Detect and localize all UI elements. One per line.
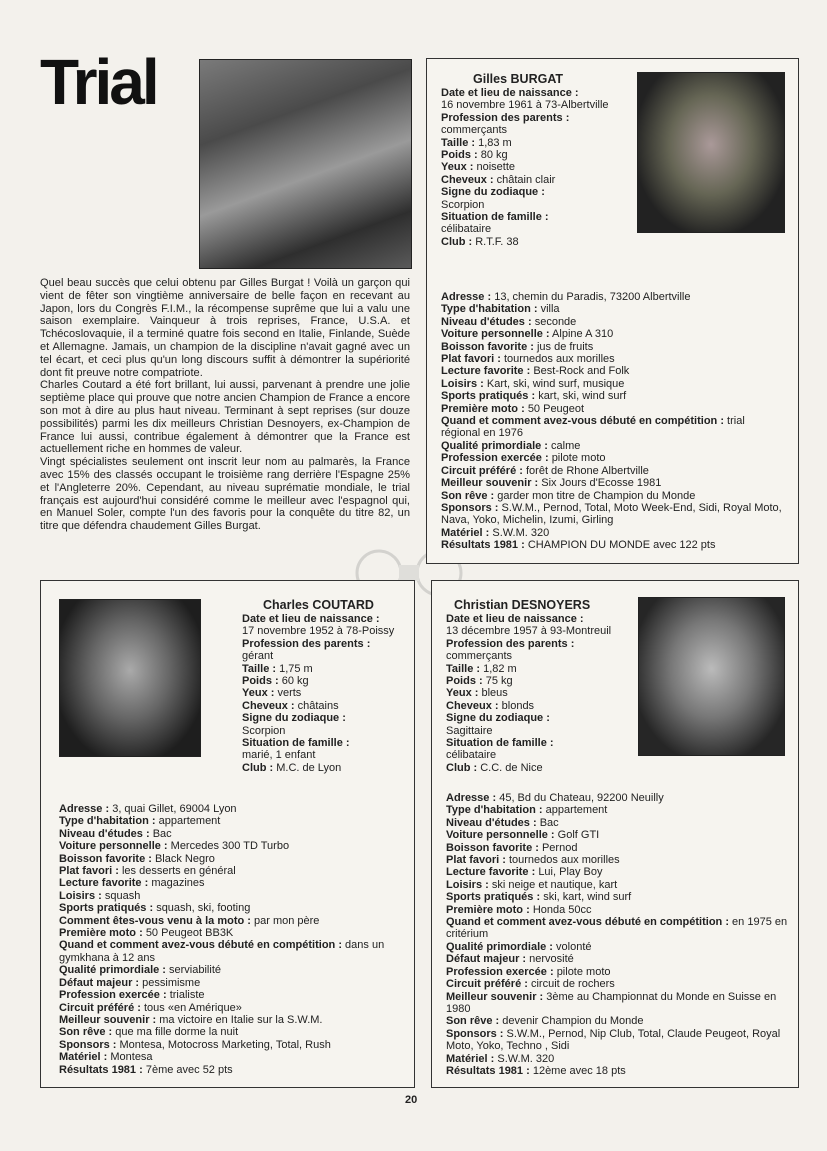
detail-label: Profession exercée : [441,452,549,465]
rider-card-desnoyers [431,580,799,1088]
intro-text [40,277,410,533]
detail-label: Profession des parents : [242,637,371,650]
detail-value: 16 novembre 1961 à 73-Albertville [441,99,609,112]
detail-row [441,316,786,328]
detail-value: Kart, ski, wind surf, musique [486,377,625,390]
detail-value: 7ème avec 52 pts [145,1063,233,1076]
detail-value: les desserts en général [121,865,236,878]
detail-value: verts [277,687,302,700]
detail-row [59,939,404,964]
detail-row [446,638,621,663]
detail-value: tous «en Amérique» [143,1001,242,1014]
detail-row [446,978,791,990]
detail-label: Cheveux : [446,699,499,712]
detail-label: Qualité primordiale : [441,439,548,452]
detail-row [446,1015,791,1027]
rider-details-top [441,87,621,248]
detail-value: Montesa, Motocross Marketing, Total, Rush [119,1038,331,1051]
detail-row [59,803,404,815]
detail-label: Taille : [446,662,481,675]
detail-value: Black Negro [154,852,215,865]
detail-row [446,991,791,1016]
detail-label: Cheveux : [242,699,295,712]
detail-label: Matériel : [441,526,490,539]
detail-row [242,675,402,687]
intro-paragraph: Quel beau succès que celui obtenu par Gilles Burgat ! Voilà un garçon qui vient de fêter son vingtième anniversaire de belle façon en recevant au Japon, lors du Congrès F.I.M., la récompense suprême que lui a valu une saison exemplaire. Vainqueur à trois reprises, France, U.S.A. et Tchécoslovaquie, il a terminé quatre fois second en Italie, Finlande, Suède et Allemagne. Jamais, un champion de la discipline n'avait gagné avec un tel écart, et ceci plus qu'un long discours suffit à démontrer la supériorité dont fit preuve notre compatriote. [40,277,410,379]
detail-label: Date et lieu de naissance : [242,613,380,625]
detail-row [441,477,786,489]
detail-value: blonds [501,699,535,712]
detail-value: dans un gymkhana à 12 ans [59,939,385,964]
detail-label: Plat favori : [441,353,501,366]
detail-row [59,840,404,852]
detail-value: C.C. de Nice [480,761,543,774]
detail-label: Matériel : [59,1051,108,1064]
detail-label: Boisson favorite : [441,340,534,353]
detail-value: célibataire [446,749,497,762]
detail-value: 60 kg [281,675,309,688]
detail-value: R.T.F. 38 [475,235,519,248]
detail-label: Cheveux : [441,173,494,186]
detail-value: Lui, Play Boy [538,866,603,879]
detail-row [441,403,786,415]
detail-row [446,762,621,774]
detail-label: Matériel : [446,1052,495,1065]
detail-row [59,877,404,889]
detail-row [446,953,791,965]
detail-row [446,879,791,891]
detail-value: Bac [152,827,172,840]
detail-row [441,353,786,365]
detail-row [441,378,786,390]
detail-value: 3ème au Championnat du Monde en Suisse en 1980 [446,990,777,1015]
detail-row [441,465,786,477]
detail-label: Profession des parents : [441,111,570,124]
detail-value: pilote moto [556,965,611,978]
detail-row [441,87,621,112]
detail-row [441,161,621,173]
detail-row [242,762,402,774]
detail-label: Résultats 1981 : [441,539,525,552]
detail-row [446,904,791,916]
detail-label: Boisson favorite : [446,841,539,854]
detail-row [59,927,404,939]
trial-action-photo [199,59,412,269]
detail-label: Club : [441,235,473,248]
detail-value: bleus [481,687,508,700]
detail-row [441,328,786,340]
detail-row [441,303,786,315]
page-title: Trial [40,46,157,118]
detail-value: marié, 1 enfant [242,749,316,762]
detail-value: tournedos aux morilles [508,854,620,867]
detail-value: ski neige et nautique, kart [491,878,618,891]
detail-value: Sagittaire [446,724,493,737]
detail-value: châtain clair [496,173,556,186]
detail-label: Poids : [446,675,483,688]
detail-value: S.W.M., Pernod, Total, Moto Week-End, Sidi, Royal Moto, Nava, Yoko, Michelin, Izumi, Girling [441,501,782,527]
detail-value: serviabilité [169,964,221,977]
detail-value: villa [540,303,560,316]
detail-row [441,341,786,353]
detail-value: devenir Champion du Monde [502,1015,644,1028]
detail-row [446,675,621,687]
detail-row [59,853,404,865]
detail-row [446,792,791,804]
detail-value: 1,82 m [483,662,517,675]
detail-row [441,539,786,551]
detail-label: Meilleur souvenir : [59,1013,157,1026]
detail-row [59,1051,404,1063]
detail-row [441,527,786,539]
detail-value: ma victoire en Italie sur la S.W.M. [159,1013,323,1026]
detail-label: Son rêve : [446,1015,500,1028]
detail-row [446,804,791,816]
detail-label: Première moto : [446,903,530,916]
detail-label: Première moto : [59,927,143,940]
detail-label: Adresse : [446,792,497,804]
detail-row [446,700,621,712]
detail-value: Best-Rock and Folk [533,365,630,378]
detail-label: Qualité primordiale : [59,964,166,977]
detail-label: Yeux : [446,687,479,700]
detail-row [242,700,402,712]
detail-label: Poids : [441,149,478,162]
detail-label: Résultats 1981 : [59,1063,143,1076]
detail-row [59,1026,404,1038]
detail-value: 1,83 m [478,136,512,149]
detail-value: Pernod [541,841,578,854]
detail-row [242,638,402,663]
detail-value: squash [104,889,141,902]
detail-label: Situation de famille : [441,211,549,224]
detail-value: par mon père [254,914,320,927]
detail-value: 45, Bd du Chateau, 92200 Neuilly [499,792,664,804]
detail-label: Adresse : [441,291,492,303]
detail-label: Yeux : [441,161,474,174]
detail-row [446,613,621,638]
detail-row [242,737,402,762]
detail-value: 3, quai Gillet, 69004 Lyon [112,803,237,815]
detail-value: Scorpion [441,198,485,211]
detail-row [59,902,404,914]
detail-value: S.W.M. 320 [492,526,550,539]
detail-row [59,1064,404,1076]
detail-label: Taille : [441,136,476,149]
detail-value: Mercedes 300 TD Turbo [170,840,290,853]
detail-label: Signe du zodiaque : [446,712,550,725]
detail-value: Montesa [110,1051,153,1064]
detail-value: gérant [242,650,274,663]
detail-row [446,663,621,675]
detail-label: Sponsors : [59,1038,117,1051]
detail-label: Sports pratiqués : [441,390,536,403]
detail-value: calme [551,439,581,452]
detail-row [59,915,404,927]
detail-row [59,890,404,902]
detail-row [59,1002,404,1014]
detail-label: Son rêve : [59,1026,113,1039]
detail-row [446,687,621,699]
detail-row [59,977,404,989]
detail-label: Sports pratiqués : [59,902,154,915]
page-number: 20 [405,1094,418,1106]
detail-label: Type d'habitation : [59,815,156,828]
detail-value: 50 Peugeot BB3K [145,927,234,940]
detail-row [446,891,791,903]
detail-value: S.W.M. 320 [497,1052,555,1065]
rider-details-top [446,613,621,774]
intro-paragraph: Charles Coutard a été fort brillant, lui aussi, parvenant à prendre une jolie septième place qui prouve que notre ancien Champion de France a encore son mot à dire au plus haut niveau. Terminant à sept reprises (sur douze possibilités) parmi les dix meilleurs Christian Desnoyers, ex-Champion de France lui aussi, contribue également à démontrer que la France est actuellement riche en hommes de valeur. [40,379,410,456]
detail-label: Date et lieu de naissance : [446,613,584,625]
detail-row [446,941,791,953]
detail-row [441,452,786,464]
rider-name: Gilles BURGAT [473,72,564,86]
detail-label: Date et lieu de naissance : [441,87,579,99]
detail-value: commerçants [446,650,513,663]
detail-label: Meilleur souvenir : [446,990,544,1003]
detail-row [446,916,791,941]
detail-row [446,817,791,829]
detail-label: Taille : [242,662,277,675]
detail-value: garder mon titre de Champion du Monde [497,489,696,502]
detail-value: 1,75 m [279,662,313,675]
detail-value: seconde [534,315,577,328]
detail-label: Meilleur souvenir : [441,477,539,490]
detail-value: tournedos aux morilles [503,353,615,366]
detail-row [59,989,404,1001]
detail-value: nervosité [529,953,574,966]
detail-value: forêt de Rhone Albertville [525,464,649,477]
detail-row [441,490,786,502]
detail-row [446,1028,791,1053]
detail-row [441,291,786,303]
detail-value: en 1975 en critérium [446,916,788,941]
detail-row [59,1039,404,1051]
detail-label: Voiture personnelle : [59,840,168,853]
detail-row [441,149,621,161]
detail-value: pilote moto [551,452,606,465]
detail-value: noisette [476,161,515,174]
detail-value: Honda 50cc [532,903,592,916]
detail-value: 13, chemin du Paradis, 73200 Albertville [494,291,691,303]
detail-value: châtains [297,699,339,712]
detail-label: Lecture favorite : [441,365,531,378]
detail-label: Situation de famille : [242,737,350,750]
detail-label: Profession exercée : [446,965,554,978]
detail-label: Sponsors : [441,501,499,514]
detail-label: Signe du zodiaque : [242,712,346,725]
detail-row [441,211,621,236]
rider-card-coutard [40,580,415,1088]
detail-label: Défaut majeur : [59,976,140,989]
detail-label: Profession des parents : [446,637,575,650]
detail-label: Quand et comment avez-vous débuté en compétition : [441,415,724,428]
detail-label: Niveau d'études : [446,816,537,829]
detail-row [59,828,404,840]
detail-row [59,865,404,877]
detail-row [441,174,621,186]
detail-row [441,415,786,440]
rider-name: Christian DESNOYERS [454,598,591,612]
detail-label: Niveau d'études : [441,315,532,328]
detail-row [59,1014,404,1026]
rider-card-burgat [426,58,799,564]
detail-row [441,390,786,402]
detail-value: 13 décembre 1957 à 93-Montreuil [446,625,612,638]
detail-label: Loisirs : [441,377,484,390]
detail-row [59,815,404,827]
rider-details-bottom [441,291,786,552]
detail-value: circuit de rochers [530,978,615,991]
detail-row [441,365,786,377]
detail-label: Première moto : [441,402,525,415]
detail-row [446,737,621,762]
detail-row [441,440,786,452]
detail-row [242,687,402,699]
detail-row [446,829,791,841]
detail-value: kart, ski, wind surf [538,390,627,403]
rider-portrait-photo [637,72,785,233]
detail-value: célibataire [441,223,492,236]
detail-row [446,1053,791,1065]
detail-label: Club : [242,761,274,774]
detail-row [242,712,402,737]
detail-value: Golf GTI [557,829,600,842]
detail-row [441,137,621,149]
detail-value: appartement [545,804,608,817]
rider-portrait-photo [59,599,201,757]
detail-value: que ma fille dorme la nuit [115,1026,239,1039]
detail-label: Sports pratiqués : [446,891,541,904]
detail-label: Type d'habitation : [446,804,543,817]
detail-label: Lecture favorite : [446,866,536,879]
detail-value: 80 kg [480,149,508,162]
detail-value: 12ème avec 18 pts [532,1064,626,1077]
detail-row [441,112,621,137]
detail-value: M.C. de Lyon [276,761,342,774]
detail-label: Situation de famille : [446,737,554,750]
rider-details-bottom [59,803,404,1076]
detail-label: Profession exercée : [59,989,167,1002]
detail-value: CHAMPION DU MONDE avec 122 pts [527,539,716,552]
detail-value: Scorpion [242,724,286,737]
detail-label: Poids : [242,675,279,688]
detail-label: Voiture personnelle : [441,328,550,341]
detail-value: 75 kg [485,675,513,688]
detail-value: magazines [151,877,205,890]
detail-label: Quand et comment avez-vous débuté en compétition : [59,939,342,952]
rider-details-top [242,613,402,774]
detail-value: S.W.M., Pernod, Nip Club, Total, Claude Peugeot, Royal Moto, Yoko, Techno , Sidi [446,1027,781,1053]
detail-value: commerçants [441,124,508,137]
detail-label: Résultats 1981 : [446,1064,530,1077]
detail-value: Alpine A 310 [552,328,614,341]
detail-value: Bac [539,816,559,829]
detail-label: Niveau d'études : [59,827,150,840]
detail-label: Son rêve : [441,489,495,502]
detail-value: jus de fruits [536,340,594,353]
detail-row [446,866,791,878]
intro-paragraph: Vingt spécialistes seulement ont inscrit leur nom au palmarès, la France avec 15% des classés occupant le troisième rang derrière l'Espagne 25% et l'Angleterre 20%. Cependant, au niveau suprématie mondiale, le trial français est aujourd'hui considéré comme le meilleur avec l'espagnol qui, en Manuel Soler, compte l'un des favoris pour la conquête du titre 82, un titre que défendra chaudement Gilles Burgat. [40,456,410,533]
detail-label: Signe du zodiaque : [441,186,545,199]
detail-value: volonté [556,940,592,953]
detail-label: Club : [446,761,478,774]
detail-row [446,1065,791,1077]
detail-row [441,236,621,248]
detail-value: trial régional en 1976 [441,415,745,440]
detail-label: Adresse : [59,803,110,815]
detail-value: appartement [158,815,221,828]
detail-label: Qualité primordiale : [446,940,553,953]
detail-value: Six Jours d'Ecosse 1981 [541,477,662,490]
detail-label: Comment êtes-vous venu à la moto : [59,914,251,927]
detail-row [441,186,621,211]
rider-portrait-photo [638,597,785,756]
detail-row [59,964,404,976]
detail-row [446,712,621,737]
detail-label: Circuit préféré : [446,978,528,991]
detail-label: Loisirs : [446,878,489,891]
detail-value: ski, kart, wind surf [543,891,632,904]
detail-label: Défaut majeur : [446,953,527,966]
detail-label: Type d'habitation : [441,303,538,316]
detail-label: Plat favori : [446,854,506,867]
detail-label: Plat favori : [59,865,119,878]
detail-label: Sponsors : [446,1027,504,1040]
detail-value: squash, ski, footing [156,902,251,915]
detail-label: Lecture favorite : [59,877,149,890]
rider-details-bottom [446,792,791,1077]
detail-value: 50 Peugeot [527,402,585,415]
detail-row [446,842,791,854]
detail-label: Circuit préféré : [441,464,523,477]
detail-row [446,854,791,866]
rider-name: Charles COUTARD [263,598,374,612]
detail-value: pessimisme [142,976,201,989]
detail-label: Voiture personnelle : [446,829,555,842]
detail-value: trialiste [169,989,205,1002]
detail-label: Yeux : [242,687,275,700]
detail-label: Quand et comment avez-vous débuté en compétition : [446,916,729,929]
detail-row [446,966,791,978]
detail-row [242,613,402,638]
detail-label: Circuit préféré : [59,1001,141,1014]
detail-label: Boisson favorite : [59,852,152,865]
detail-row [242,663,402,675]
detail-value: 17 novembre 1952 à 78-Poissy [242,625,395,638]
detail-label: Loisirs : [59,889,102,902]
detail-row [441,502,786,527]
